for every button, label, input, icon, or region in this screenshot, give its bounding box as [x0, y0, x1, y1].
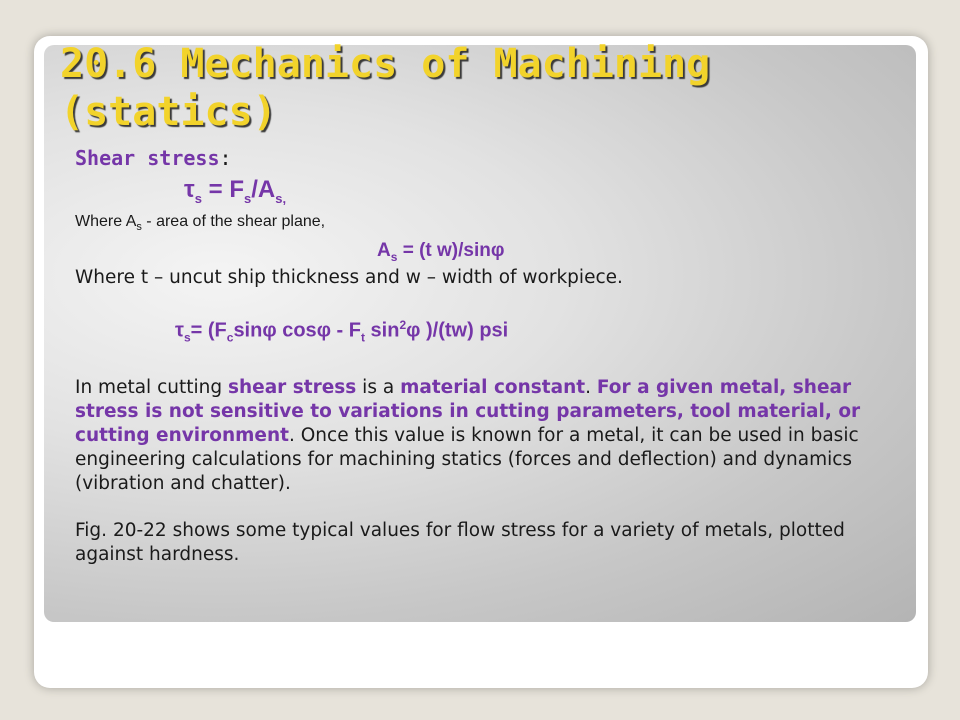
force-subscript: s: [243, 190, 252, 206]
slide-content: [75, 143, 905, 567]
full-tau-sub: s: [183, 330, 191, 345]
full-phi3: φ: [406, 319, 421, 342]
full-minus: - F: [331, 319, 361, 342]
para1-text4: . Once this value is known for a metal, it can be used in basic engineering calculations for machining statics (forces and deflection) and dynamics (vibration and chatter).: [75, 425, 859, 494]
where-area-line: [75, 207, 905, 237]
heading-colon: :: [219, 146, 232, 170]
full-end: )/(tw) psi: [420, 319, 509, 342]
shear-stress-heading-text: Shear stress: [75, 146, 220, 170]
figure-reference-paragraph: Fig. 20-22 shows some typical values for flow stress for a variety of metals, plotted against hardness.: [75, 520, 845, 565]
material-constant-paragraph: [75, 376, 905, 496]
force-symbol: F: [229, 176, 244, 203]
para1-text1: In metal cutting: [75, 377, 228, 398]
para1-highlight-shear-stress: shear stress: [227, 377, 357, 398]
full-phi2: φ: [316, 319, 331, 342]
slide-title-line2: (statics): [60, 89, 277, 135]
where-thickness-line: Where t – uncut ship thickness and w – width of workpiece.: [75, 267, 623, 288]
tau-symbol: τ: [184, 176, 195, 203]
para1-highlight-sensitivity: For a given metal, shear stress is not sensitive to variations in cutting parameters, tool material, or cutting environment: [75, 377, 861, 446]
full-sin1: sin: [233, 319, 263, 342]
slide-title-line1: 20.6 Mechanics of Machining: [60, 41, 711, 87]
area-formula-A: A: [377, 240, 391, 261]
full-ft-sub: t: [361, 330, 365, 345]
area-symbol: /A: [251, 176, 276, 203]
full-shear-stress-formula: [75, 310, 905, 345]
slide-title: [60, 40, 710, 136]
shear-stress-formula: [75, 173, 905, 207]
full-fc-sub: c: [226, 330, 234, 345]
where-area-prefix: Where A: [75, 213, 137, 230]
para1-text3: .: [585, 377, 597, 398]
area-subscript: s,: [275, 190, 287, 206]
where-area-suffix: - area of the shear plane,: [141, 213, 326, 230]
para1-highlight-material-constant: material constant: [400, 377, 586, 398]
area-formula-subscript: s: [390, 249, 398, 264]
shear-stress-heading: [75, 143, 905, 173]
full-sup2: 2: [399, 318, 407, 332]
area-formula-rest: = (t w)/sin: [397, 240, 491, 261]
full-tau: τ: [175, 319, 184, 342]
para1-text2: is a: [356, 377, 401, 398]
where-area-subscript: s: [136, 221, 142, 234]
full-sin2: sin: [365, 319, 400, 342]
area-formula: [75, 237, 905, 265]
phi-symbol: φ: [490, 240, 505, 261]
full-cos: cos: [276, 319, 317, 342]
full-phi1: φ: [262, 319, 277, 342]
full-eq: = (F: [190, 319, 227, 342]
tau-subscript: s: [194, 190, 202, 206]
formula-equals: =: [201, 176, 230, 203]
